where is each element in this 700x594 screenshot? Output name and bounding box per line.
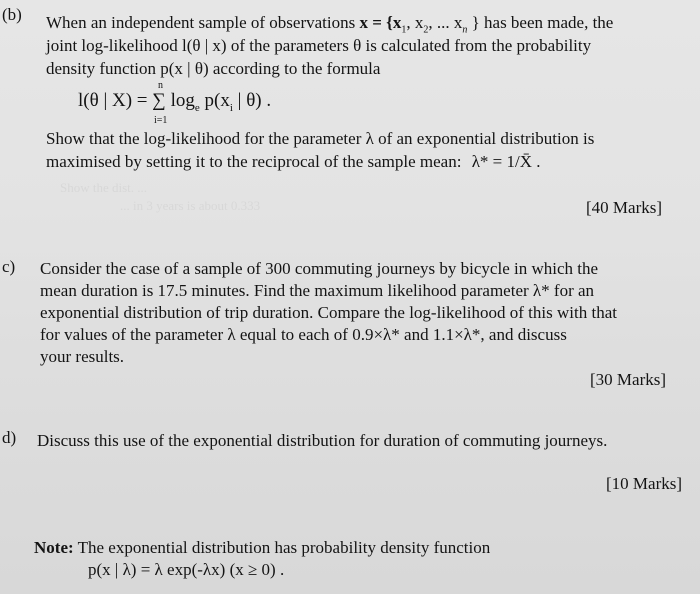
sum-upper-limit: n xyxy=(158,80,163,91)
sum-lower-limit: i=1 xyxy=(154,115,168,126)
formula-end: | θ) . xyxy=(232,90,272,111)
question-d-label: d) xyxy=(2,428,17,447)
sample-vector: x = {x xyxy=(359,13,402,32)
question-b-line-3: density function p(x | θ) according to the formula xyxy=(46,59,381,78)
question-b-line-2: joint log-likelihood l(θ | x) of the parameters θ is calculated from the probability xyxy=(46,36,592,55)
question-c-line-5: your results. xyxy=(40,347,125,366)
question-b-line-1-text: When an independent sample of observations xyxy=(46,13,360,32)
question-b-line-1-end: } has been made, the xyxy=(467,13,614,32)
note-label: Note: xyxy=(34,538,74,557)
reciprocal-formula: λ* = 1/X̄ . xyxy=(471,152,541,171)
question-c-line-2: mean duration is 17.5 minutes. Find the maximum likelihood parameter λ* for an xyxy=(40,281,595,300)
formula-main: l(θ | X) = ∑ log xyxy=(78,90,195,111)
question-b-line-5 xyxy=(46,151,696,173)
exponential-pdf-formula: p(x | λ) = λ exp(-λx) (x ≥ 0) . xyxy=(88,560,285,579)
question-d-marks: [10 Marks] xyxy=(606,474,683,493)
question-d-text: Discuss this use of the exponential distribution for duration of commuting journeys. xyxy=(37,431,608,450)
sample-sep-1: , x xyxy=(406,13,424,32)
note-line xyxy=(34,537,634,559)
question-b-line-5-text: maximised by setting it to the reciprocal of the sample mean: xyxy=(46,152,462,171)
sample-sep-2: , ... x xyxy=(428,13,463,32)
log-likelihood-formula: l(θ | X) = ∑ $\log_e p(x_i$ | θ) . xyxy=(78,90,272,114)
question-b-label: (b) xyxy=(2,5,22,24)
question-b-line-4: Show that the log-likelihood for the parameter λ of an exponential distribution is xyxy=(46,129,595,148)
question-c-label: c) xyxy=(2,257,16,276)
question-c-line-4: for values of the parameter λ equal to each of 0.9×λ* and 1.1×λ*, and discuss xyxy=(40,325,567,344)
note-text: The exponential distribution has probability density function xyxy=(73,538,491,557)
question-c-line-1: Consider the case of a sample of 300 commuting journeys by bicycle in which the xyxy=(40,259,599,278)
question-c-marks: [30 Marks] xyxy=(590,370,667,389)
question-b-marks: [40 Marks] xyxy=(586,198,663,217)
formula-tail: p(x xyxy=(199,90,230,111)
question-c-line-3: exponential distribution of trip duration. Compare the log-likelihood of this with that xyxy=(40,303,617,322)
question-b-line-1: When an independent sample of observations $x = \{x_1$, $x_2$, ... $x_n$ } has been made, the xyxy=(46,13,614,36)
